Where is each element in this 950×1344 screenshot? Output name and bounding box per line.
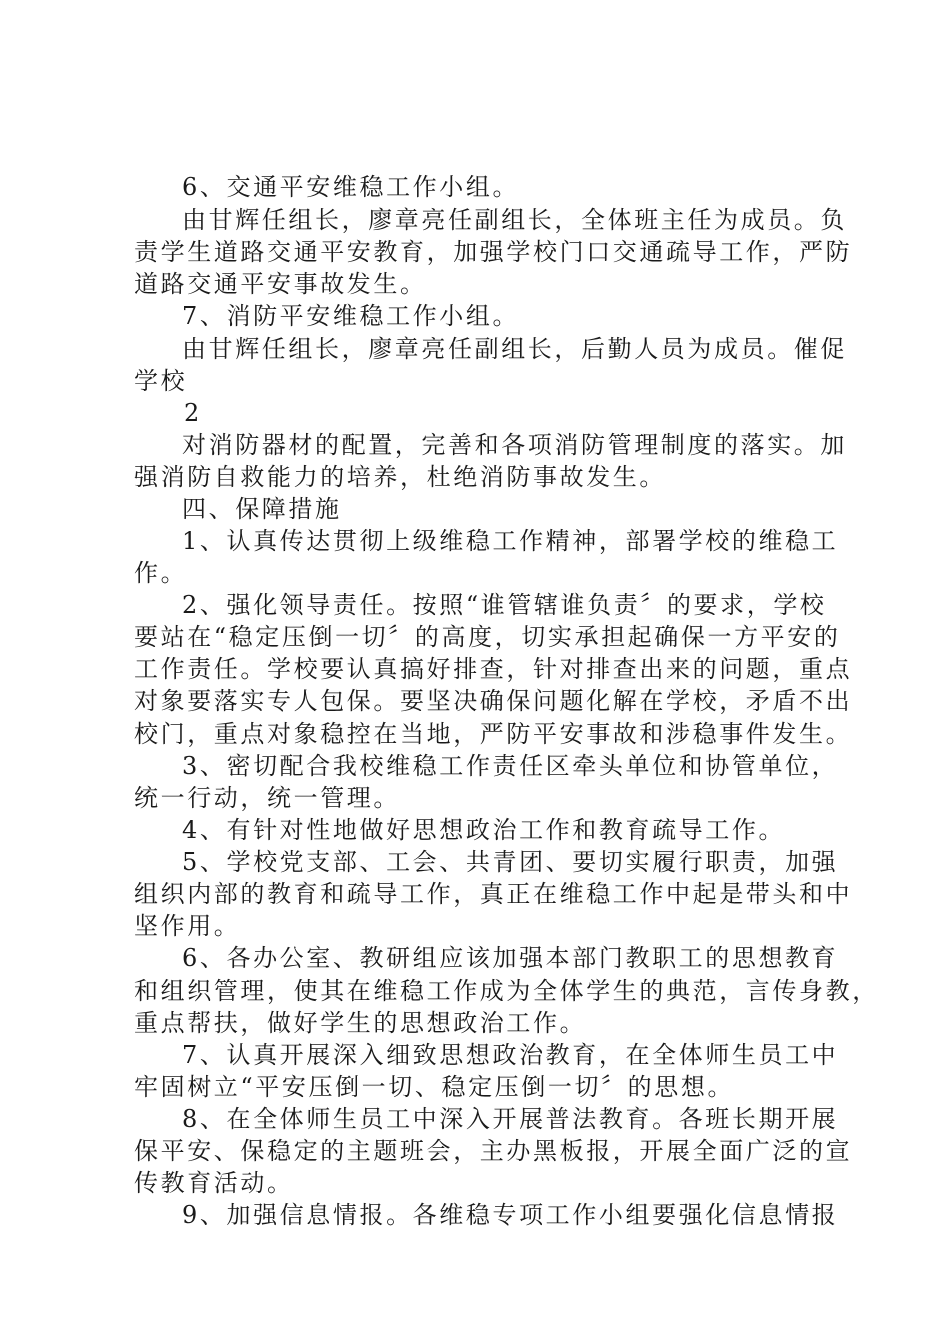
paragraph-line: 4、有针对性地做好思想政治工作和教育疏导工作。 bbox=[182, 816, 786, 844]
paragraph-line: 强消防自救能力的培养，杜绝消防事故发生。 bbox=[134, 463, 666, 491]
paragraph-line: 1、认真传达贯彻上级维稳工作精神，部署学校的维稳工 bbox=[182, 527, 839, 555]
paragraph-line: 由甘辉任组长，廖章亮任副组长，后勤人员为成员。催促 bbox=[182, 335, 847, 363]
paragraph-line: 校门，重点对象稳控在当地，严防平安事故和涉稳事件发生。 bbox=[134, 720, 853, 748]
paragraph-line: 6、各办公室、教研组应该加强本部门教职工的思想教育 bbox=[182, 944, 839, 972]
item-7-heading: 7、消防平安维稳工作小组。 bbox=[182, 302, 520, 330]
paragraph-line: 对消防器材的配置，完善和各项消防管理制度的落实。加 bbox=[182, 431, 847, 459]
item-6-heading: 6、交通平安维稳工作小组。 bbox=[182, 173, 520, 201]
paragraph-line: 坚作用。 bbox=[134, 912, 241, 940]
paragraph-line: 5、学校党支部、工会、共青团、要切实履行职责，加强 bbox=[182, 848, 839, 876]
paragraph-line: 9、加强信息情报。各维稳专项工作小组要强化信息情报 bbox=[182, 1201, 839, 1229]
paragraph-line: 对象要落实专人包保。要坚决确保问题化解在学校，矛盾不出 bbox=[134, 687, 853, 715]
page-number: 2 bbox=[184, 399, 202, 427]
paragraph-line: 道路交通平安事故发生。 bbox=[134, 270, 427, 298]
paragraph-line: 要站在“稳定压倒一切〞的高度，切实承担起确保一方平安的 bbox=[134, 623, 841, 651]
paragraph-line: 责学生道路交通平安教育，加强学校门口交通疏导工作，严防 bbox=[134, 238, 853, 266]
paragraph-line: 2、强化领导责任。按照“谁管辖谁负责〞的要求，学校 bbox=[182, 591, 827, 619]
paragraph-line: 统一行动，统一管理。 bbox=[134, 784, 400, 812]
paragraph-line: 8、在全体师生员工中深入开展普法教育。各班长期开展 bbox=[182, 1105, 839, 1133]
paragraph-line: 学校 bbox=[134, 367, 188, 395]
section-heading: 四、保障措施 bbox=[182, 495, 342, 523]
paragraph-line: 工作责任。学校要认真搞好排查，针对排查出来的问题，重点 bbox=[134, 655, 853, 683]
paragraph-line: 传教育活动。 bbox=[134, 1169, 294, 1197]
paragraph-line: 7、认真开展深入细致思想政治教育，在全体师生员工中 bbox=[182, 1041, 839, 1069]
paragraph-line: 作。 bbox=[134, 559, 188, 587]
paragraph-line: 和组织管理，使其在维稳工作成为全体学生的典范，言传身教， bbox=[134, 977, 879, 1005]
paragraph-line: 保平安、保稳定的主题班会，主办黑板报，开展全面广泛的宣 bbox=[134, 1137, 853, 1165]
paragraph-line: 牢固树立“平安压倒一切、稳定压倒一切〞的思想。 bbox=[134, 1073, 735, 1101]
paragraph-line: 重点帮扶，做好学生的思想政治工作。 bbox=[134, 1009, 587, 1037]
paragraph-line: 3、密切配合我校维稳工作责任区牵头单位和协管单位， bbox=[182, 752, 839, 780]
paragraph-line: 组织内部的教育和疏导工作，真正在维稳工作中起是带头和中 bbox=[134, 880, 853, 908]
paragraph-line: 由甘辉任组长，廖章亮任副组长，全体班主任为成员。负 bbox=[182, 206, 847, 234]
